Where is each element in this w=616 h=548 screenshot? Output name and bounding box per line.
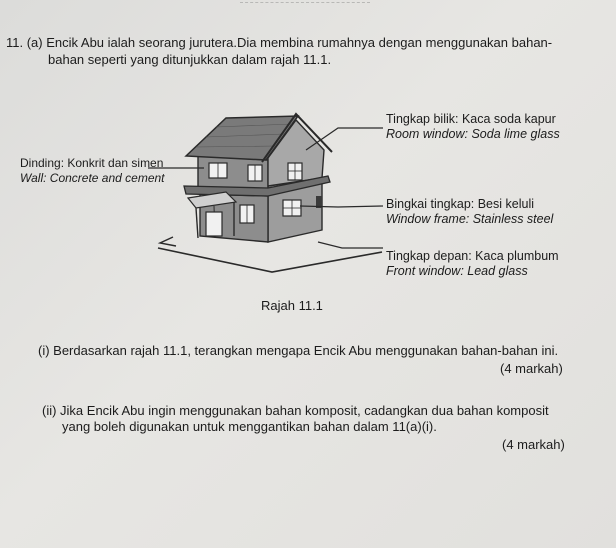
label-room-window-en: Room window: Soda lime glass: [386, 127, 560, 141]
door: [206, 212, 222, 236]
label-wall-ms: Dinding: Konkrit dan simen: [20, 156, 164, 170]
path-mark: [160, 237, 176, 246]
room-windows: [209, 163, 302, 181]
part-ii-line-2: yang boleh digunakan untuk menggantikan bahan dalam 11(a)(i).: [62, 419, 437, 434]
label-wall-en: Wall: Concrete and cement: [20, 171, 165, 185]
label-frame-en: Window frame: Stainless steel: [386, 212, 554, 226]
label-frame-ms: Bingkai tingkap: Besi keluli: [386, 197, 534, 211]
figure-caption: Rajah 11.1: [261, 298, 323, 313]
question-line-1: 11. (a) Encik Abu ialah seorang jurutera.Dia membina rumahnya dengan menggunakan bahan-: [6, 35, 553, 50]
part-i-text: (i) Berdasarkan rajah 11.1, terangkan mengapa Encik Abu menggunakan bahan-bahan ini.: [38, 343, 559, 358]
ground-line: [158, 248, 382, 272]
part-ii-line-1: (ii) Jika Encik Abu ingin menggunakan bahan komposit, cadangkan dua bahan komposit: [42, 403, 549, 418]
question-line-2: bahan seperti yang ditunjukkan dalam rajah 11.1.: [48, 52, 332, 67]
part-i-marks: (4 markah): [500, 361, 563, 376]
label-front-ms: Tingkap depan: Kaca plumbum: [386, 249, 559, 263]
label-front-en: Front window: Lead glass: [386, 264, 528, 278]
part-ii-marks: (4 markah): [502, 437, 565, 452]
label-room-window-ms: Tingkap bilik: Kaca soda kapur: [386, 112, 556, 126]
